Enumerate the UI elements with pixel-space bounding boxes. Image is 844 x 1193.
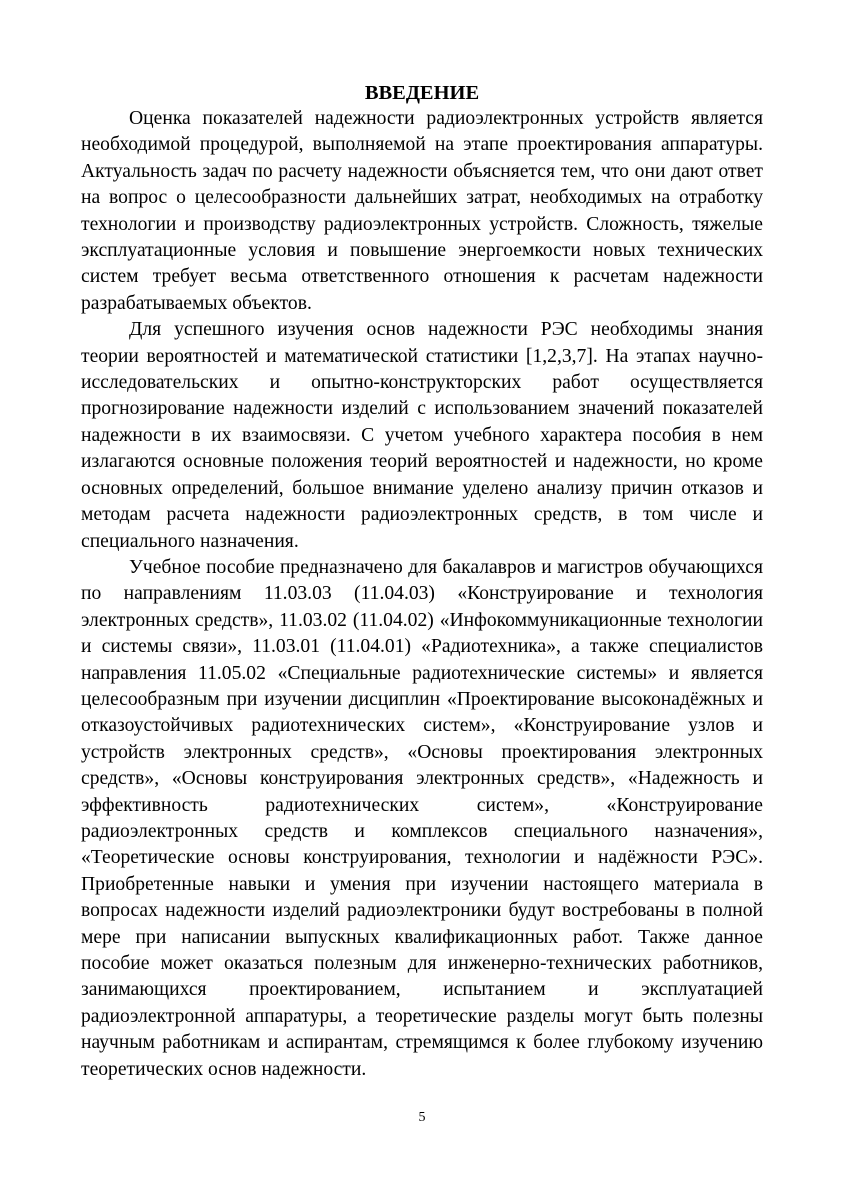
paragraph-1: Оценка показателей надежности радиоэлектронных устройств является необходимой процедурой, выполняемой на этапе проектирования аппаратуры. Актуальность задач по расчету надежности объясняется тем, что они дают ответ на вопрос о целесообразности дальнейших затрат, необходимых на отработку технологии и производству радиоэлектронных устройств. Сложность, тяжелые эксплуатационные условия и повышение энергоемкости новых технических систем требует весьма ответственного отношения к расчетам надежности разрабатываемых объектов. bbox=[81, 108, 763, 314]
page-number: 5 bbox=[418, 1110, 426, 1125]
paragraph-3: Учебное пособие предназначено для бакалавров и магистров обучающихся по направлениям 11.03.03 (11.04.03) «Конструирование и технология электронных средств», 11.03.02 (11.04.02) «Инфокоммуникационные технологии и системы связи», 11.03.01 (11.04.01) «Радиотехника», а также специалистов направления 11.05.02 «Специальные радиотехнические системы» и является целесообразным при изучении дисциплин «Проектирование высоконадёжных и отказоустойчивых радиотехнических систем», «Конструирование узлов и устройств электронных средств», «Основы проектирования электронных средств», «Основы конструирования электронных средств», «Надежность и эффективность радиотехнических систем», «Конструирование радиоэлектронных средств и комплексов специального назначения», «Теоретические основы конструирования, технологии и надёжности РЭС». Приобретенные навыки и умения при изучении настоящего материала в вопросах надежности изделий радиоэлектроники будут востребованы в полной мере при написании выпускных квалификационных работ. Также данное пособие может оказаться полезным для инженерно-технических работников, занимающихся проектированием, испытанием и эксплуатацией радиоэлектронной аппаратуры, а теоретические разделы могут быть полезны научным работникам и аспирантам, стремящимся к более глубокому изучению теоретических основ надежности. bbox=[81, 556, 763, 1080]
page-title: ВВЕДЕНИЕ bbox=[364, 82, 480, 104]
document-page bbox=[81, 80, 763, 1083]
paragraph-2: Для успешного изучения основ надежности РЭС необходимы знания теории вероятностей и математической статистики [1,2,3,7]. На этапах научно-исследовательских и опытно-конструкторских работ осуществляется прогнозирование надежности изделий с использованием значений показателей надежности в их взаимосвязи. С учетом учебного характера пособия в нем излагаются основные положения теорий вероятностей и надежности, но кроме основных определений, большое внимание уделено анализу причин отказов и методам расчета надежности радиоэлектронных средств, в том числе и специального назначения. bbox=[81, 319, 763, 552]
